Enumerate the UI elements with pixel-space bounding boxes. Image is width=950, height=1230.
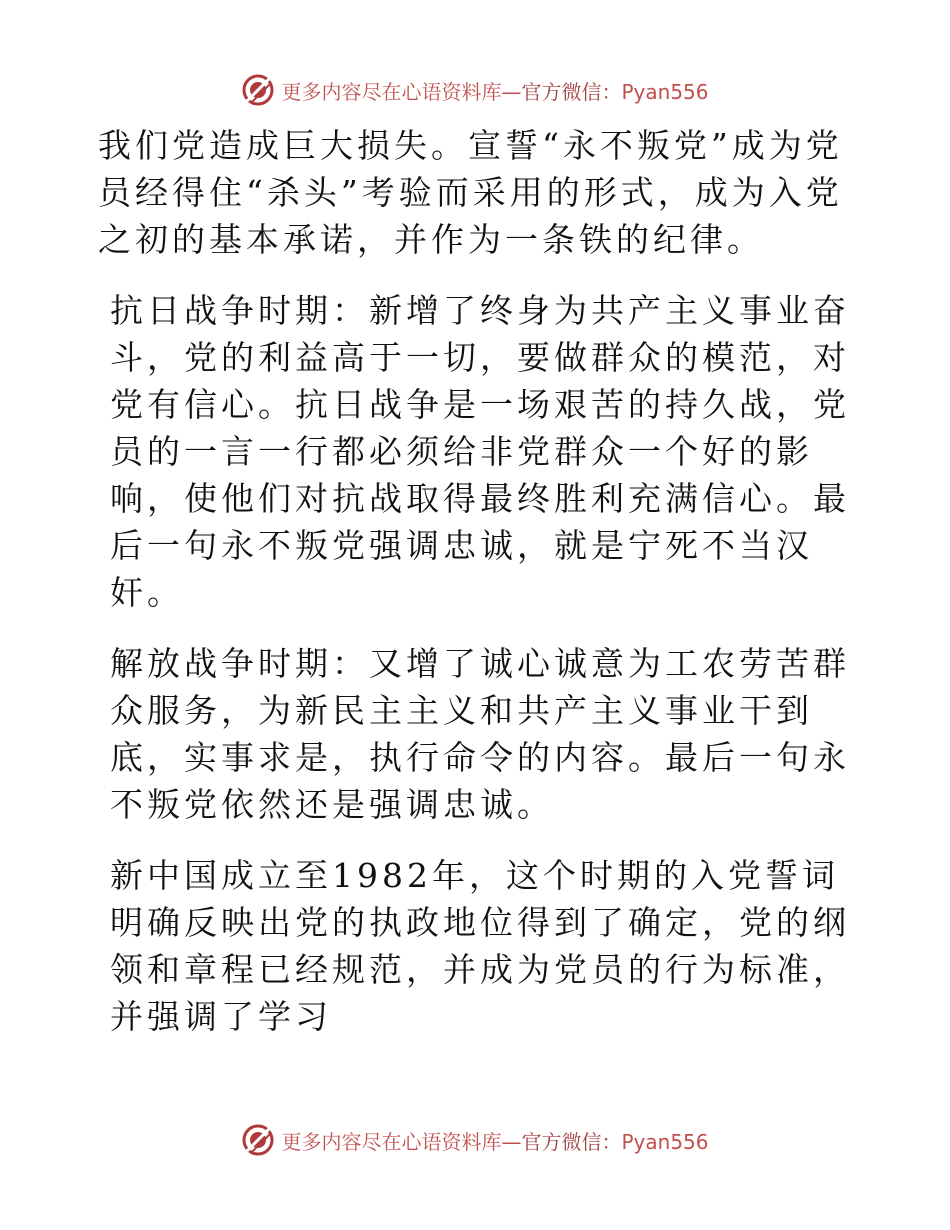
paragraph-liberation-war: 解放战争时期：又增了诚心诚意为工农劳苦群众服务，为新民主主义和共产主义事业干到底，实事求是，执行命令的内容。最后一句永不叛党依然还是强调忠诚。 <box>110 644 850 824</box>
banner-label: 官方微信： <box>521 1129 622 1154</box>
banner-main-text: 更多内容尽在心语资料库 <box>281 79 502 104</box>
seal-logo-icon <box>241 1123 275 1157</box>
banner-separator: — <box>501 1129 522 1154</box>
paragraph-new-china-to-1982: 新中国成立至1982年，这个时期的入党誓词明确反映出党的执政地位得到了确定，党的纲领和章程已经规范，并成为党员的行为标准，并强调了学习 <box>110 856 850 1036</box>
banner-main-text: 更多内容尽在心语资料库 <box>281 1129 502 1154</box>
banner-text <box>281 1126 708 1155</box>
banner-label: 官方微信： <box>521 79 622 104</box>
footer-watermark-banner <box>0 1120 950 1160</box>
banner-account: Pyan556 <box>621 79 709 104</box>
banner-account: Pyan556 <box>621 1129 709 1154</box>
paragraph-intro: 我们党造成巨大损失。宣誓“永不叛党”成为党员经得住“杀头”考验而采用的形式，成为入党之初的基本承诺，并作为一条铁的纪律。 <box>98 126 843 259</box>
banner-separator: — <box>501 79 522 104</box>
header-watermark-banner <box>0 70 950 110</box>
banner-text <box>281 76 708 105</box>
seal-logo-icon <box>241 73 275 107</box>
paragraph-anti-japanese-war: 抗日战争时期：新增了终身为共产主义事业奋斗，党的利益高于一切，要做群众的模范，对党有信心。抗日战争是一场艰苦的持久战，党员的一言一行都必须给非党群众一个好的影响，使他们对抗战取得最终胜利充满信心。最后一句永不叛党强调忠诚，就是宁死不当汉奸。 <box>110 291 850 612</box>
document-body <box>98 122 858 1064</box>
